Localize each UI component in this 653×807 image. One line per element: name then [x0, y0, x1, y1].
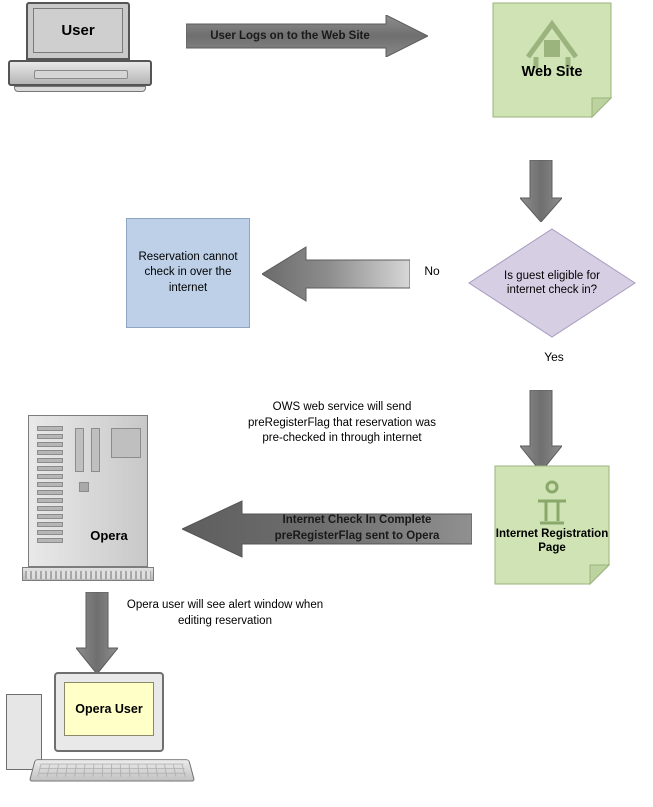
keyboard-keys: [37, 764, 186, 777]
opera-node: [28, 415, 160, 587]
laptop-foot-icon: [14, 86, 146, 92]
laptop-screen-icon: [26, 2, 130, 60]
user-label: User: [61, 22, 95, 39]
arrow-registration-to-opera: [182, 500, 472, 558]
server-chip-icon: [91, 428, 100, 472]
user-node: [8, 2, 156, 102]
arrow-opera-to-opera-user: [76, 592, 118, 674]
laptop-base-icon: [8, 60, 152, 86]
server-vents-icon: [25, 571, 151, 579]
arrow-registration-to-opera-label: Internet Check In Complete preRegisterFlag sent to Opera: [274, 514, 440, 542]
arrow-website-to-decision: [520, 160, 562, 222]
monitor-screen: [64, 682, 154, 736]
decision-node: [468, 228, 636, 338]
decision-yes-label: Yes: [544, 350, 564, 364]
website-node: [492, 2, 612, 120]
decision-label: Is guest eligible for internet check in?: [504, 269, 600, 296]
decision-no-label: No: [424, 264, 440, 278]
opera-label: Opera: [90, 528, 128, 543]
internet-registration-label: Internet Registration Page: [495, 528, 609, 555]
reservation-blocked-node: [126, 218, 250, 328]
opera-user-label: Opera User: [75, 702, 143, 716]
arrow-user-to-website: [186, 15, 428, 57]
server-chip-icon: [111, 428, 141, 458]
internet-registration-node: [494, 465, 610, 587]
arrow-decision-to-reservation: [262, 245, 410, 303]
note-alert: Opera user will see alert window when editing reservation: [126, 599, 324, 627]
server-body-icon: [28, 415, 148, 567]
website-label: Web Site: [521, 64, 583, 80]
monitor-icon: [54, 672, 164, 752]
server-chip-icon: [79, 482, 89, 492]
arrow-user-to-website-label: User Logs on to the Web Site: [210, 30, 370, 42]
arrow-decision-to-registration: [520, 390, 562, 472]
server-slots-icon: [37, 426, 63, 546]
opera-user-node: [6, 672, 200, 800]
laptop-screen-inner: [33, 8, 123, 53]
keyboard-icon: [29, 759, 195, 781]
server-base-icon: [22, 567, 154, 581]
reservation-blocked-label: Reservation cannot check in over the internet: [138, 250, 238, 294]
note-ows: OWS web service will send preRegisterFlag that reservation was pre-checked in through internet: [248, 401, 436, 445]
server-chip-icon: [75, 428, 84, 472]
